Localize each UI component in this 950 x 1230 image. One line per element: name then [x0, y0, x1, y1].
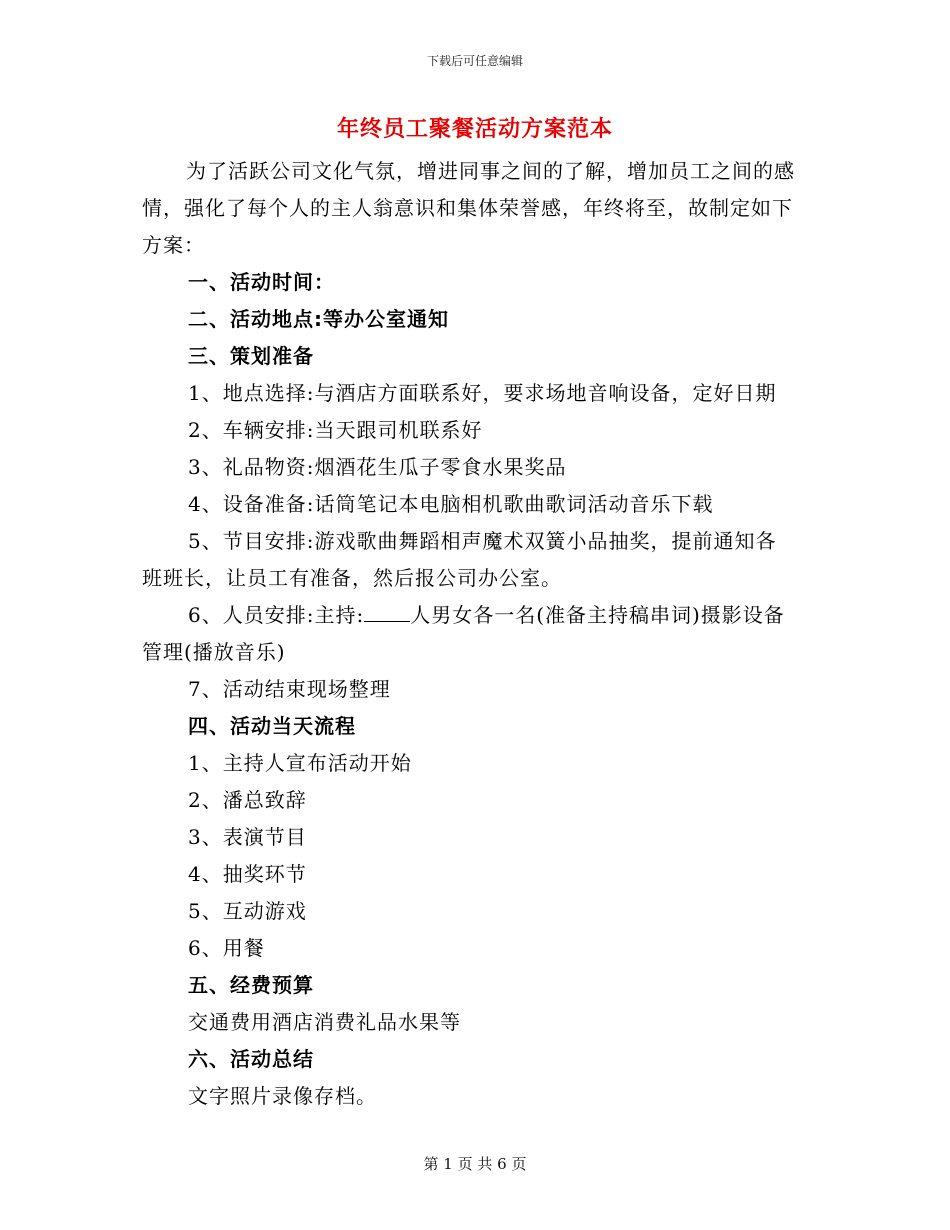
list-item: 7、活动结束现场整理: [188, 677, 391, 701]
section-heading-time: 一、活动时间：: [188, 270, 335, 294]
list-item: 3、礼品物资:烟酒花生瓜子零食水果奖品: [188, 455, 567, 479]
header-note: 下载后可任意编辑: [426, 54, 523, 68]
list-item-continuation: 管理(播放音乐): [142, 640, 286, 664]
list-item: 2、潘总致辞: [188, 788, 307, 812]
list-item-prefix: 6、人员安排:主持:: [188, 603, 365, 627]
budget-text: 交通费用酒店消费礼品水果等: [188, 1010, 461, 1034]
summary-text: 文字照片录像存档。: [188, 1084, 377, 1108]
blank-underline: [364, 603, 410, 622]
list-item: 4、设备准备:话筒笔记本电脑相机歌曲歌词活动音乐下载: [188, 492, 714, 516]
document-body: [142, 264, 822, 1115]
list-item-suffix: 人男女各一名(准备主持稿串词)摄影设备: [410, 603, 785, 627]
page-footer: 第 1 页 共 6 页: [423, 1155, 527, 1173]
list-item: 2、车辆安排:当天跟司机联系好: [188, 418, 483, 442]
list-item-continuation: 班班长，让员工有准备，然后报公司办公室。: [142, 566, 562, 590]
list-item: 1、主持人宣布活动开始: [188, 751, 412, 775]
document-title: 年终员工聚餐活动方案范本: [336, 116, 613, 142]
list-item: 4、抽奖环节: [188, 862, 307, 886]
intro-paragraph: 为了活跃公司文化气氛，增进同事之间的了解，增加员工之间的感情，强化了每个人的主人翁意识和集体荣誉感，年终将至，故制定如下方案：: [142, 159, 795, 257]
list-item: 1、地点选择:与酒店方面联系好，要求场地音响设备，定好日期: [188, 381, 777, 405]
section-heading-budget: 五、经费预算: [188, 973, 314, 997]
list-item: 5、节目安排:游戏歌曲舞蹈相声魔术双簧小品抽奖，提前通知各: [188, 529, 777, 553]
list-item: [142, 597, 822, 634]
list-item: 6、用餐: [188, 936, 265, 960]
list-item: 5、互动游戏: [188, 899, 307, 923]
section-heading-summary: 六、活动总结: [188, 1047, 314, 1071]
list-item: 3、表演节目: [188, 825, 307, 849]
section-heading-process: 四、活动当天流程: [188, 714, 356, 738]
section-heading-location: 二、活动地点:等办公室通知: [188, 307, 449, 331]
section-heading-preparation: 三、策划准备: [188, 344, 314, 368]
